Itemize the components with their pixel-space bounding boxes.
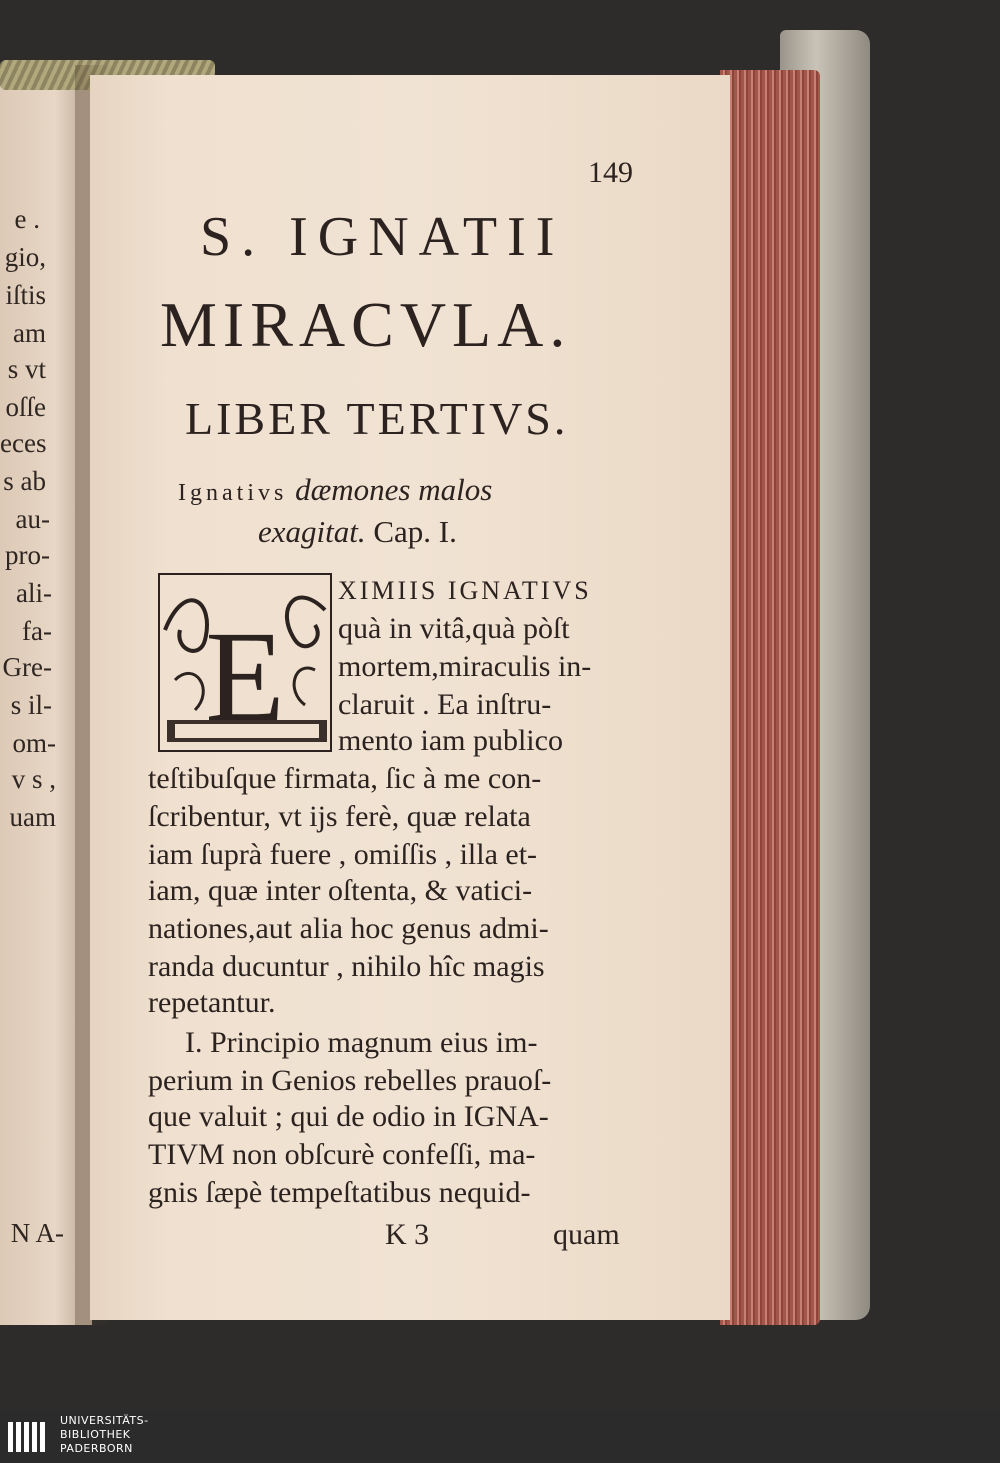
body-line: nationes,aut alia hoc genus admi-	[148, 912, 549, 945]
chapter-heading-italic-1: dæmones malos	[295, 472, 493, 507]
chapter-name: Ignativs	[178, 480, 288, 506]
body-line: repetantur.	[148, 986, 276, 1019]
left-page-line: s ab	[3, 466, 46, 496]
left-page-line: am	[13, 318, 46, 348]
chapter-heading-line-1	[178, 472, 492, 508]
body-line: perium in Genios rebelles prauoſ-	[148, 1064, 552, 1097]
left-page-line: pro-	[5, 540, 50, 570]
left-page-line: gio,	[4, 242, 46, 272]
library-name-line: PADERBORN	[60, 1442, 133, 1455]
body-line: iam ſuprà fuere , omiſſis , illa et-	[148, 838, 538, 871]
title-line-2: MIRACVLA.	[160, 289, 572, 360]
left-page-line: oſſe	[5, 392, 46, 422]
initial-line: claruit . Ea inſtru-	[338, 688, 552, 721]
left-page-line: uam	[9, 802, 56, 832]
initial-line: XIMIIS IGNATIVS	[338, 576, 592, 605]
left-page-line: om-	[12, 728, 56, 758]
chapter-number: Cap. I.	[373, 514, 457, 549]
left-page-line: au-	[15, 504, 50, 534]
left-page-line: iſtis	[5, 280, 46, 310]
left-page-line: ali-	[16, 578, 52, 608]
chapter-heading-italic-2: exagitat.	[258, 514, 366, 549]
left-page-line: s il-	[10, 690, 52, 720]
body-line: TIVM non obſcurè confeſſi, ma-	[148, 1138, 536, 1171]
page-edges	[720, 70, 820, 1325]
body-line: randa ducuntur , nihilo hîc magis	[148, 950, 545, 983]
body-line: ſcribentur, vt ijs ferè, quæ relata	[148, 800, 531, 833]
title-line-3: LIBER TERTIVS.	[185, 393, 569, 444]
library-logo-icon	[8, 1418, 48, 1456]
body-line: teſtibuſque firmata, ſic à me con-	[148, 762, 542, 795]
drop-initial	[155, 570, 335, 755]
library-name-line: BIBLIOTHEK	[60, 1428, 131, 1441]
library-footer	[0, 1410, 1000, 1463]
initial-line: quà in vitâ,quà pòſt	[338, 612, 570, 645]
library-name-line: UNIVERSITÄTS-	[60, 1414, 149, 1427]
drop-initial-letter: E	[205, 605, 285, 749]
left-page-line: fa-	[22, 616, 52, 646]
body-line: que valuit ; qui de odio in IGNA-	[148, 1100, 549, 1133]
left-page-line: N A-	[10, 1218, 64, 1248]
left-page-line: e .	[14, 204, 40, 234]
body-line: gnis ſæpè tempeſtatibus nequid-	[148, 1176, 531, 1209]
chapter-heading-line-2	[258, 514, 457, 550]
left-page-line: eces	[0, 428, 47, 458]
signature-mark: K 3	[385, 1218, 430, 1251]
left-page-line: Gre-	[2, 652, 52, 682]
body-line: iam, quæ inter oſtenta, & vatici-	[148, 874, 533, 907]
initial-line: mortem,miraculis in-	[338, 650, 592, 683]
catchword: quam	[553, 1218, 620, 1251]
initial-line: mento iam publico	[338, 724, 563, 757]
body-line: I. Principio magnum eius im-	[185, 1026, 538, 1059]
left-page-line: s vt	[7, 354, 46, 384]
page-number: 149	[588, 156, 633, 189]
title-line-1: S. IGNATII	[200, 206, 565, 268]
left-page-line: v s ,	[11, 764, 56, 794]
